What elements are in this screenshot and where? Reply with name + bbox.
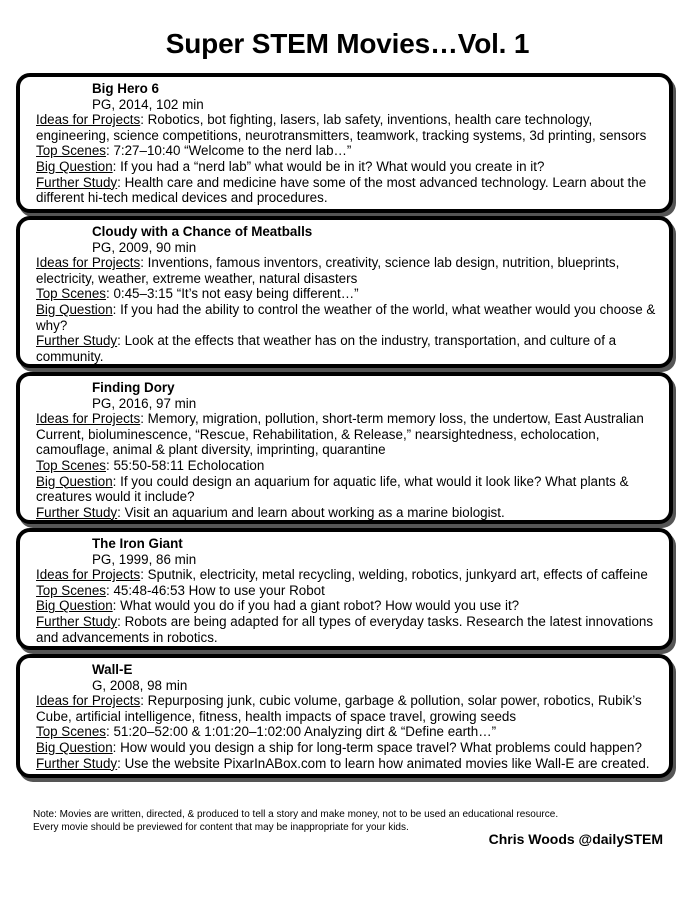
page-title: Super STEM Movies…Vol. 1 (165, 28, 530, 59)
ideas-text: Inventions, famous inventors, creativity, science lab design, nutrition, blueprints, electricity, weather, extreme weather, natural disasters (36, 255, 620, 286)
movie-card (16, 73, 673, 213)
study-row: Further Study: Health care and medicine have some of the most advanced technology. Learn about the different hi-tech medical devices and procedures. (36, 174, 647, 206)
question-label: Big Question (36, 158, 113, 174)
ideas-row: Ideas for Projects: Robotics, bot fighting, lasers, lab safety, inventions, health care technology, engineering, science competitions, neurotransmitters, teamwork, tracking systems, 3d printing, sensors (36, 112, 647, 143)
study-text: Visit an aquarium and learn about working as a marine biologist. (124, 504, 505, 520)
movie-title: Big Hero 6 (92, 81, 159, 96)
movie-meta: PG, 1999, 86 min (92, 551, 197, 567)
study-label: Further Study (36, 504, 118, 520)
question-label: Big Question (36, 301, 113, 317)
ideas-label: Ideas for Projects (36, 112, 141, 128)
movie-title: Wall-E (92, 662, 133, 677)
question-text: If you had the ability to control the weather of the world, what weather would you choose & why? (36, 301, 656, 333)
ideas-label: Ideas for Projects (36, 567, 141, 583)
question-row: Big Question: What would you do if you had a giant robot? How would you use it? (36, 598, 520, 614)
study-text: Use the website PixarInABox.com to learn how animated movies like Wall-E are created. (124, 755, 650, 771)
movie-meta: PG, 2016, 97 min (92, 395, 197, 411)
question-text: What would you do if you had a giant robot? How would you use it? (120, 598, 520, 614)
question-label: Big Question (36, 739, 113, 755)
movie-title: The Iron Giant (92, 536, 183, 551)
movie-title: Cloudy with a Chance of Meatballs (92, 224, 313, 239)
study-row: Further Study: Look at the effects that weather has on the industry, transportation, and culture of a community. (36, 333, 617, 364)
ideas-label: Ideas for Projects (36, 693, 141, 709)
question-row: Big Question: If you had a “nerd lab” what would be in it? What would you create in it? (36, 158, 545, 174)
question-row: Big Question: How would you design a ship for long-term space travel? What problems could happen? (36, 739, 642, 755)
ideas-text: Sputnik, electricity, metal recycling, welding, robotics, junkyard art, effects of caffeine (147, 567, 648, 583)
scenes-row: Top Scenes: 45:48-46:53 How to use your Robot (36, 582, 325, 598)
scenes-text: 51:20–52:00 & 1:01:20–1:02:00 Analyzing dirt & “Define earth…” (113, 724, 497, 740)
ideas-text: Memory, migration, pollution, short-term memory loss, the undertow, East Australian Current, bioluminescence, “Rescue, Rehabilitation, & Release,” nearsightedness, echolocation, camouflage, animal & plant diversity, imprinting, quarantine (36, 411, 644, 458)
scenes-row: Top Scenes: 0:45–3:15 “It’s not easy being different…” (36, 286, 359, 302)
scenes-row: Top Scenes: 51:20–52:00 & 1:01:20–1:02:00 Analyzing dirt & “Define earth…” (36, 724, 497, 740)
note-line: Every movie should be previewed for content that may be inappropriate for your kids. (33, 822, 409, 833)
ideas-row: Ideas for Projects: Repurposing junk, cubic volume, garbage & pollution, solar power, robotics, Rubik’s Cube, artificial intelligence, fitness, health impacts of space travel, growing seeds (36, 693, 642, 724)
study-label: Further Study (36, 755, 118, 771)
movie-card (16, 216, 673, 368)
note-line: Note: Movies are written, directed, & produced to tell a story and make money, not to be used an educational resource. (33, 809, 559, 820)
scenes-text: 45:48-46:53 How to use your Robot (113, 582, 325, 598)
scenes-text: 0:45–3:15 “It’s not easy being different…” (113, 286, 359, 302)
study-label: Further Study (36, 333, 118, 349)
study-text: Robots are being adapted for all types of everyday tasks. Research the latest innovations and advancements in robotics. (36, 613, 654, 645)
study-label: Further Study (36, 613, 118, 629)
movie-card (16, 372, 673, 524)
scenes-row: Top Scenes: 7:27–10:40 “Welcome to the nerd lab…” (36, 143, 352, 159)
ideas-text: Robotics, bot fighting, lasers, lab safety, inventions, health care technology, engineering, science competitions, neurotransmitters, teamwork, tracking systems, 3d printing, sensors (36, 112, 647, 143)
question-row: Big Question: If you had the ability to control the weather of the world, what weather would you choose & why? (36, 301, 656, 333)
author-credit: Chris Woods @dailySTEM (488, 831, 663, 847)
question-label: Big Question (36, 473, 113, 489)
question-text: If you could design an aquarium for aquatic life, what would it look like? What plants & creatures would it include? (36, 473, 629, 505)
ideas-row: Ideas for Projects: Memory, migration, pollution, short-term memory loss, the undertow, East Australian Current, bioluminescence, “Rescue, Rehabilitation, & Release,” nearsightedness, echolocation, camouflage, animal & plant diversity, imprinting, quarantine (36, 411, 644, 458)
study-label: Further Study (36, 174, 118, 190)
movie-meta: G, 2008, 98 min (92, 677, 188, 693)
study-text: Health care and medicine have some of the most advanced technology. Learn about the different hi-tech medical devices and procedures. (36, 174, 647, 206)
scenes-label: Top Scenes (36, 457, 106, 473)
study-text: Look at the effects that weather has on the industry, transportation, and culture of a community. (36, 333, 617, 364)
scenes-label: Top Scenes (36, 724, 106, 740)
scenes-label: Top Scenes (36, 582, 106, 598)
ideas-text: Repurposing junk, cubic volume, garbage & pollution, solar power, robotics, Rubik’s Cube, artificial intelligence, fitness, health impacts of space travel, growing seeds (36, 693, 642, 724)
study-row: Further Study: Visit an aquarium and learn about working as a marine biologist. (36, 504, 505, 520)
movie-title: Finding Dory (92, 380, 175, 395)
ideas-label: Ideas for Projects (36, 255, 141, 271)
study-row: Further Study: Robots are being adapted for all types of everyday tasks. Research the latest innovations and advancements in robotics. (36, 613, 654, 645)
ideas-row: Ideas for Projects: Inventions, famous inventors, creativity, science lab design, nutrition, blueprints, electricity, weather, extreme weather, natural disasters (36, 255, 620, 286)
movie-card (16, 528, 673, 650)
question-label: Big Question (36, 598, 113, 614)
scenes-text: 55:50-58:11 Echolocation (113, 457, 265, 473)
question-text: How would you design a ship for long-term space travel? What problems could happen? (120, 739, 642, 755)
question-row: Big Question: If you could design an aquarium for aquatic life, what would it look like? What plants & creatures would it include? (36, 473, 629, 505)
scenes-label: Top Scenes (36, 143, 106, 159)
scenes-row: Top Scenes: 55:50-58:11 Echolocation (36, 457, 265, 473)
study-row: Further Study: Use the website PixarInABox.com to learn how animated movies like Wall-E are created. (36, 755, 650, 771)
ideas-row: Ideas for Projects: Sputnik, electricity, metal recycling, welding, robotics, junkyard art, effects of caffeine (36, 567, 648, 583)
scenes-text: 7:27–10:40 “Welcome to the nerd lab…” (113, 143, 352, 159)
movie-meta: PG, 2014, 102 min (92, 96, 204, 112)
movie-meta: PG, 2009, 90 min (92, 239, 197, 255)
ideas-label: Ideas for Projects (36, 411, 141, 427)
scenes-label: Top Scenes (36, 286, 106, 302)
question-text: If you had a “nerd lab” what would be in it? What would you create in it? (120, 158, 545, 174)
movie-card (16, 654, 673, 778)
